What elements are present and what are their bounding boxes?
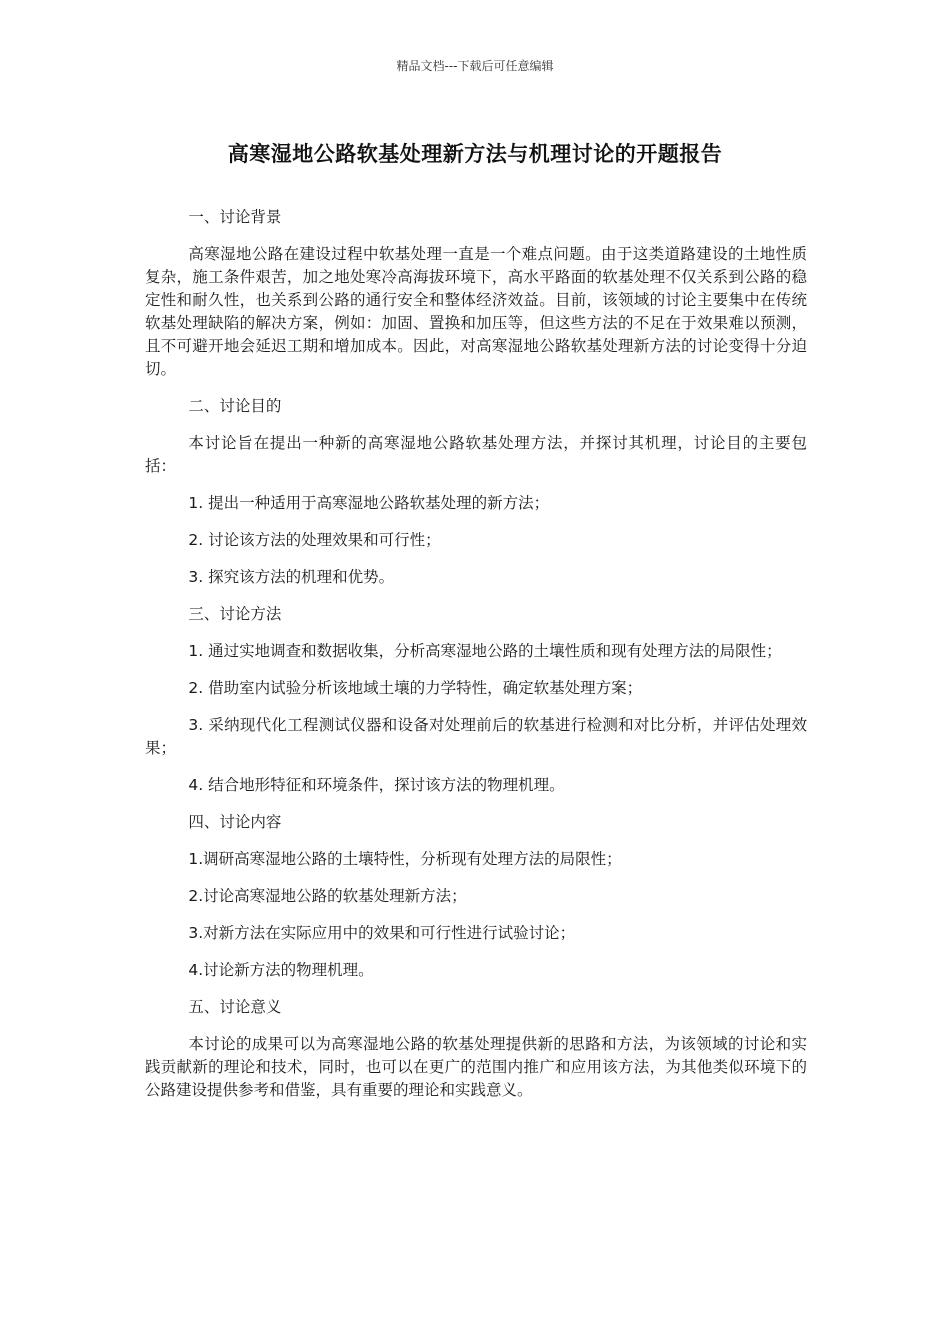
section-heading-content: 四、讨论内容 [188, 813, 282, 831]
paragraph-purpose: 本讨论旨在提出一种新的高寒湿地公路软基处理方法，并探讨其机理，讨论目的主要包括： [145, 434, 807, 475]
paragraph-significance: 本讨论的成果可以为高寒湿地公路的软基处理提供新的思路和方法，为该领域的讨论和实践贡献新的理论和技术，同时，也可以在更广的范围内推广和应用该方法，为其他类似环境下的公路建设提供参考和借鉴，具有重要的理论和实践意义。 [145, 1035, 807, 1099]
list-item: 3. 探究该方法的机理和优势。 [188, 568, 395, 586]
list-item: 2. 借助室内试验分析该地域土壤的力学特性，确定软基处理方案； [188, 679, 643, 697]
list-item: 4.讨论新方法的物理机理。 [188, 961, 374, 979]
section-heading-purpose: 二、讨论目的 [188, 397, 282, 415]
section-heading-method: 三、讨论方法 [188, 605, 282, 623]
document-body [145, 206, 807, 1116]
list-item: 1. 提出一种适用于高寒湿地公路软基处理的新方法； [188, 494, 550, 512]
list-item: 4. 结合地形特征和环境条件，探讨该方法的物理机理。 [188, 776, 565, 794]
section-heading-background: 一、讨论背景 [188, 208, 282, 226]
section-heading-significance: 五、讨论意义 [188, 998, 282, 1016]
paragraph-background: 高寒湿地公路在建设过程中软基处理一直是一个难点问题。由于这类道路建设的土地性质复杂，施工条件艰苦，加之地处寒冷高海拔环境下，高水平路面的软基处理不仅关系到公路的稳定性和耐久性，也关系到公路的通行安全和整体经济效益。目前，该领域的讨论主要集中在传统软基处理缺陷的解决方案，例如：加固、置换和加压等，但这些方法的不足在于效果难以预测，且不可避开地会延迟工期和增加成本。因此，对高寒湿地公路软基处理新方法的讨论变得十分迫切。 [145, 245, 807, 378]
list-item: 3.对新方法在实际应用中的效果和可行性进行试验讨论； [188, 924, 576, 942]
list-item: 2.讨论高寒湿地公路的软基处理新方法； [188, 887, 467, 905]
list-item: 2. 讨论该方法的处理效果和可行性； [188, 531, 441, 549]
header-note: 精品文档---下载后可任意编辑 [396, 59, 554, 73]
list-item: 1.调研高寒湿地公路的土壤特性，分析现有处理方法的局限性； [188, 850, 622, 868]
list-item: 1. 通过实地调查和数据收集，分析高寒湿地公路的土壤性质和现有处理方法的局限性； [188, 642, 782, 660]
document-title: 高寒湿地公路软基处理新方法与机理讨论的开题报告 [227, 142, 723, 166]
list-item: 3. 采纳现代化工程测试仪器和设备对处理前后的软基进行检测和对比分析，并评估处理效果； [145, 716, 807, 757]
